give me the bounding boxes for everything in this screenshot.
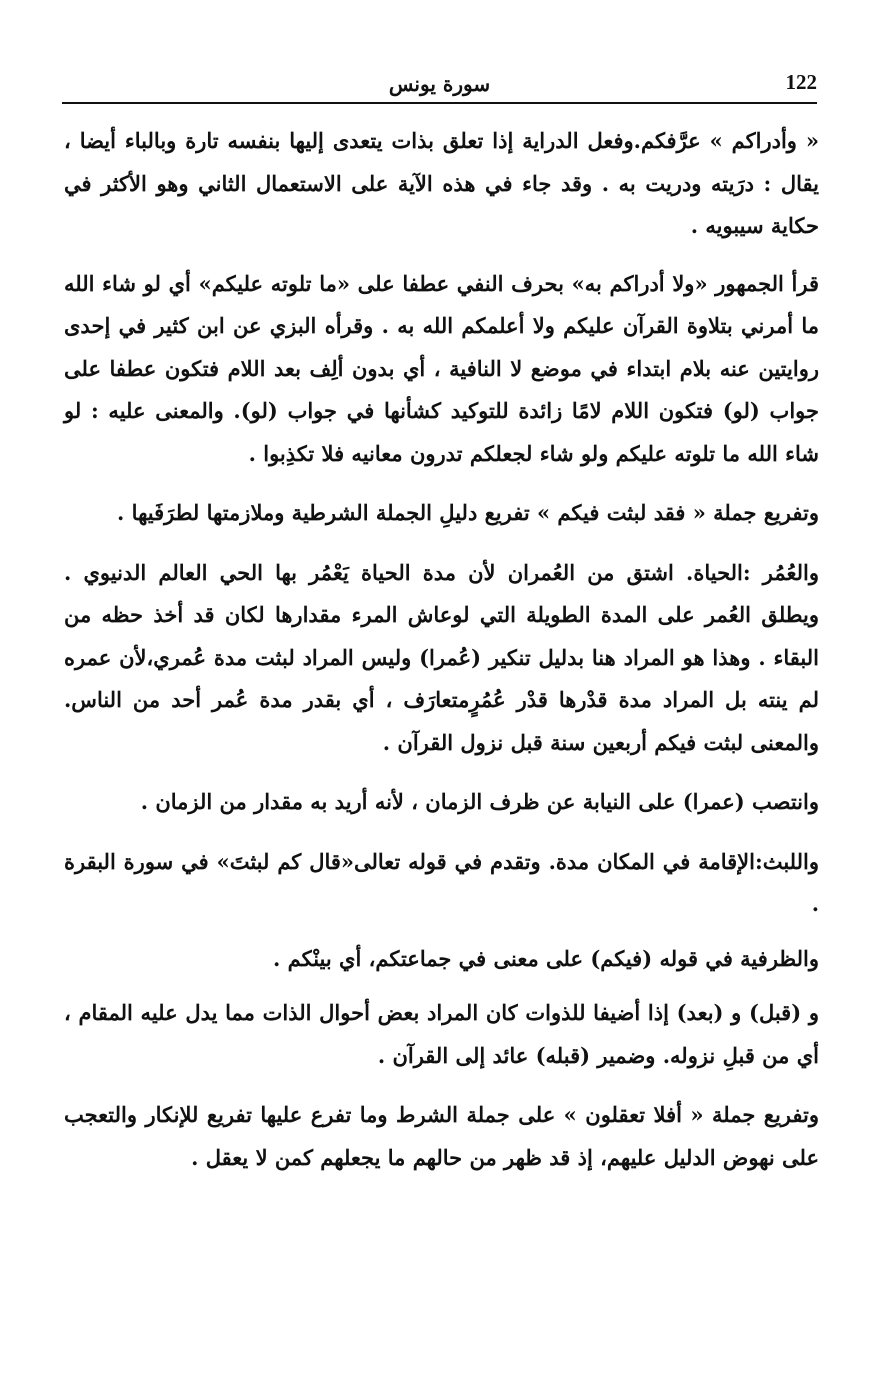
paragraph: واللبث:الإقامة في المكان مدة. وتقدم في قوله تعالى«قال كم لبثتَ» في سورة البقرة .	[64, 848, 819, 916]
page-header	[62, 64, 817, 104]
paragraph: و (قبل) و (بعد) إذا أضيفا للذوات كان المراد بعض أحوال الذات مما يدل عليه المقام ، أي من قبلِ نزوله. وضمير (قبله) عائد إلى القرآن .	[64, 1000, 819, 1068]
paragraph: وانتصب (عمرا) على النيابة عن ظرف الزمان ، لأنه أريد به مقدار من الزمان .	[140, 789, 819, 814]
paragraph: « وأدراكم » عرَّفكم.وفعل الدراية إذا تعلق بذات يتعدى إليها بنفسه تارة وبالباء أيضا ، يقال : درَيته ودريت به . وقد جاء في هذه الآية على الاستعمال الثاني وهو الأكثر في حكاية سيبويه .	[64, 128, 819, 238]
running-title: سورة يونس	[388, 72, 491, 96]
page-number: 122	[785, 70, 817, 94]
page-body	[64, 120, 819, 1196]
paragraph: وتفريع جملة « فقد لبثت فيكم » تفريع دليلِ الجملة الشرطية وملازمتها لطرَفَيها .	[117, 500, 819, 525]
paragraph: والعُمُر :الحياة. اشتق من العُمران لأن مدة الحياة يَعْمُر بها الحي العالم الدنيوي . ويطلق العُمر على المدة الطويلة التي لوعاش المرء مقدارها لكان قد أخذ حظه من البقاء . وهذا هو المراد هنا بدليل تنكير (عُمرا) وليس المراد لبثت مدة عُمري،لأن عمره لم ينته بل المراد مدة قدْرها قدْر عُمُرٍمتعارَف ، أي بقدر مدة عُمر أحد من الناس. والمعنى لبثت فيكم أربعين سنة قبل نزول القرآن .	[64, 559, 819, 755]
paragraph: قرأ الجمهور «ولا أدراكم به» بحرف النفي عطفا على «ما تلوته عليكم» أي لو شاء الله ما أمرني بتلاوة القرآن عليكم ولا أعلمكم الله به . وقرأه البزي عن ابن كثير في إحدى روايتين عنه بلام ابتداء في موضع لا النافية ، أي بدون ألِف بعد اللام فتكون عطفا على جواب (لو) فتكون اللام لامًا زائدة للتوكيد كشأنها في جواب (لو). والمعنى عليه : لو شاء الله ما تلوته عليكم ولو شاء لجعلكم تدرون معانيه فلا تكذِبوا .	[64, 270, 819, 466]
paragraph: وتفريع جملة « أفلا تعقلون » على جملة الشرط وما تفرع عليها تفريع للإنكار والتعجب على نهوض الدليل عليهم، إذ قد ظهر من حالهم ما يجعلهم كمن لا يعقل .	[64, 1102, 819, 1170]
paragraph: والظرفية في قوله (فيكم) على معنى في جماعتكم، أي بينْكم .	[273, 945, 819, 971]
